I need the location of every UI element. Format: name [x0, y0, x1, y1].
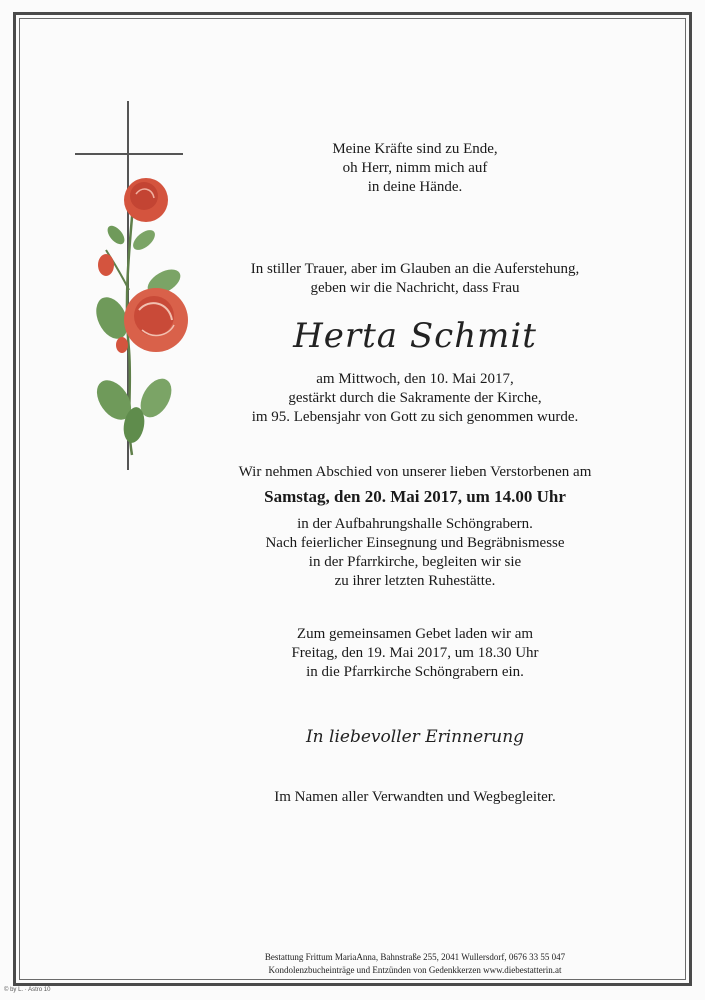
- verse-line: oh Herr, nimm mich auf: [342, 160, 488, 176]
- intro: [120, 260, 705, 298]
- prayer-line: Freitag, den 19. Mai 2017, um 18.30 Uhr: [291, 645, 539, 661]
- signoff: Im Namen aller Verwandten und Wegbegleiter.: [274, 789, 556, 805]
- death-info-line: am Mittwoch, den 10. Mai 2017,: [316, 371, 514, 387]
- intro-line: geben wir die Nachricht, dass Frau: [310, 280, 520, 296]
- verse: [120, 140, 705, 197]
- funeral-details-line: in der Aufbahrungshalle Schöngrabern.: [297, 516, 533, 532]
- funeral-details-line: zu ihrer letzten Ruhestätte.: [334, 573, 496, 589]
- death-info-line: im 95. Lebensjahr von Gott zu sich genommen wurde.: [251, 409, 579, 425]
- verse-line: in deine Hände.: [367, 179, 463, 195]
- prayer-line: in die Pfarrkirche Schöngrabern ein.: [306, 664, 524, 680]
- credit: © by L. · Astro 10: [4, 987, 51, 993]
- deceased-name: Herta Schmit: [293, 316, 537, 356]
- death-info-line: gestärkt durch die Sakramente der Kirche,: [288, 390, 542, 406]
- funeral-details: [120, 515, 705, 591]
- intro-line: In stiller Trauer, aber im Glauben an die Auferstehung,: [250, 261, 580, 277]
- funeral-details-line: Nach feierlicher Einsegnung und Begräbnismesse: [265, 535, 565, 551]
- footer-line: Kondolenzbucheinträge und Entzünden von Gedenkkerzen www.diebestatterin.at: [268, 965, 562, 975]
- funeral-details-line: in der Pfarrkirche, begleiten wir sie: [308, 554, 522, 570]
- remembrance: In liebevoller Erinnerung: [305, 727, 525, 747]
- funeral-date: Samstag, den 20. Mai 2017, um 14.00 Uhr: [264, 487, 566, 506]
- verse-line: Meine Kräfte sind zu Ende,: [332, 141, 498, 157]
- prayer: [120, 625, 705, 682]
- prayer-line: Zum gemeinsamen Gebet laden wir am: [296, 626, 534, 642]
- death-info: [120, 370, 705, 427]
- footer: [120, 951, 705, 977]
- footer-line: Bestattung Frittum MariaAnna, Bahnstraße 255, 2041 Wullersdorf, 0676 33 55 047: [264, 952, 566, 962]
- farewell-intro: Wir nehmen Abschied von unserer lieben Verstorbenen am: [238, 464, 592, 480]
